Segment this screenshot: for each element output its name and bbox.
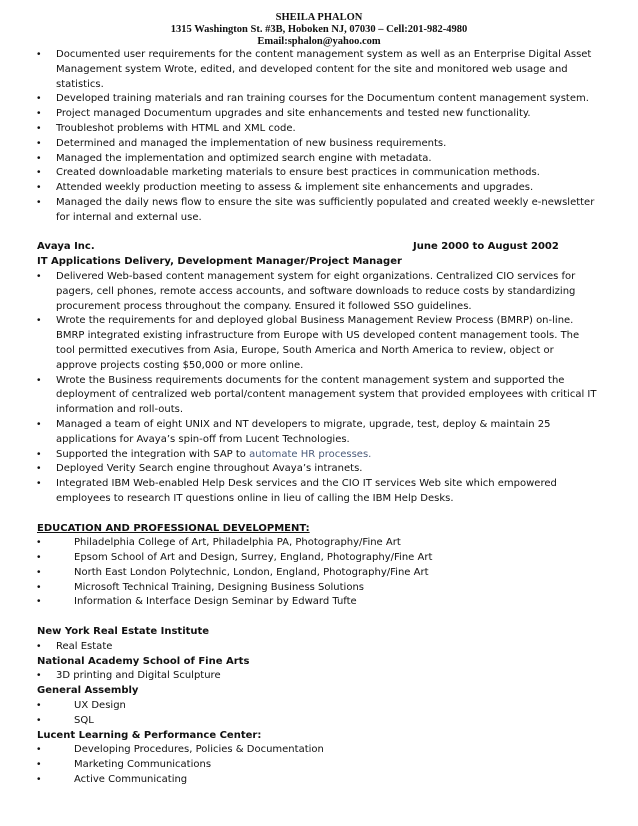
list-item: • Determined and managed the implementation of new business requirements. [37, 137, 597, 152]
list-item: • Managed the implementation and optimized search engine with metadata. [37, 152, 597, 167]
bullet-icon: • [37, 566, 41, 578]
spacer [37, 507, 597, 522]
list-item: • Philadelphia College of Art, Philadelphia PA, Photography/Fine Art [37, 536, 597, 551]
list-item: • SQL [37, 714, 597, 729]
list-item: • Documented user requirements for the content management system as well as an Enterprise Digital Asset Management system Wrote, edited, and developed content for the site and monitored web usage and statistics. [37, 49, 592, 90]
bullet-icon: • [37, 537, 41, 549]
list-item: • Deployed Verity Search engine throughout Avaya’s intranets. [37, 462, 597, 477]
spacer [37, 226, 597, 241]
bullet-icon: • [37, 581, 41, 593]
institution-list [37, 743, 597, 787]
institution-list [37, 669, 597, 684]
bullet-icon: • [37, 182, 41, 194]
list-item: • Wrote the Business requirements documents for the content management system and supported the deployment of centralized web portal/content management system that provided employees with critical IT information and roll-outs. [37, 374, 597, 416]
list-item: • Troubleshot problems with HTML and XML code. [37, 122, 597, 137]
bullet-icon: • [37, 640, 41, 652]
bullet-icon: • [37, 122, 41, 134]
bullet-icon: • [37, 167, 41, 179]
job-title: IT Applications Delivery, Development Manager/Project Manager [37, 256, 402, 268]
bullet-icon: • [37, 152, 41, 164]
list-item: • Marketing Communications [37, 758, 597, 773]
institution-list [37, 699, 597, 729]
bullet-icon: • [37, 552, 41, 564]
bullet-icon: • [37, 270, 41, 282]
resume-body [37, 48, 597, 788]
list-item: • Project managed Documentum upgrades and site enhancements and tested new functionality. [37, 107, 597, 122]
bullet-icon: • [37, 714, 41, 726]
institution-name: National Academy School of Fine Arts [37, 655, 250, 667]
contact-email: Email:sphalon@yahoo.com [257, 36, 381, 47]
spacer [37, 610, 597, 625]
institution-list [37, 640, 597, 655]
candidate-name: SHEILA PHALON [275, 12, 363, 23]
bullet-icon: • [37, 93, 41, 105]
list-item: • UX Design [37, 699, 597, 714]
bullet-icon: • [37, 196, 41, 208]
list-item: • Delivered Web-based content management system for eight organizations. Centralized CIO services for pagers, cell phones, remote access accounts, and software downloads to reduce costs by standardizing procurement process throughout the company. Ensured it followed SSO guidelines. [37, 270, 576, 312]
job-dates: June 2000 to August 2002 [413, 241, 559, 253]
prior-role-bullets [37, 48, 597, 226]
bullet-icon: • [37, 759, 41, 771]
list-item: • Real Estate [37, 640, 597, 655]
list-item: • Wrote the requirements for and deployed global Business Management Review Process (BMRP) on-line. BMRP integrated existing infrastructure from Europe with US developed content management tools. The tool permitted executives from Asia, Europe, South America and North America to review, object or approve projects costing $50,000 or more online. [37, 315, 580, 371]
list-item: • Active Communicating [37, 773, 597, 788]
list-item: • North East London Polytechnic, London, England, Photography/Fine Art [37, 566, 597, 581]
list-item: • Developed training materials and ran training courses for the Documentum content management system. [37, 92, 597, 107]
bullet-icon: • [37, 448, 41, 460]
bullet-icon: • [37, 670, 41, 682]
list-item: • Integrated IBM Web-enabled Help Desk services and the CIO IT services Web site which empowered employees to research IT questions online in lieu of calling the IBM Help Desks. [37, 478, 557, 504]
list-item: • Information & Interface Design Seminar by Edward Tufte [37, 595, 597, 610]
bullet-icon: • [37, 463, 41, 475]
bullet-icon: • [37, 478, 41, 490]
list-item: • Created downloadable marketing materials to ensure best practices in communication methods. [37, 166, 597, 181]
bullet-icon: • [37, 374, 41, 386]
list-item: • Attended weekly production meeting to assess & implement site enhancements and upgrades. [37, 181, 597, 196]
bullet-icon: • [37, 774, 41, 786]
company-name: Avaya Inc. [37, 241, 95, 253]
institution-name: Lucent Learning & Performance Center: [37, 729, 262, 741]
education-list [37, 536, 597, 610]
list-item: • Managed a team of eight UNIX and NT developers to migrate, upgrade, test, deploy & maintain 25 applications for Avaya’s spin-off from Lucent Technologies. [37, 418, 551, 445]
list-item: • Developing Procedures, Policies & Documentation [37, 743, 597, 758]
avaya-bullets [37, 270, 597, 507]
list-item: • 3D printing and Digital Sculpture [37, 669, 597, 684]
bullet-icon: • [37, 700, 41, 712]
bullet-icon: • [37, 49, 41, 60]
hr-processes-link[interactable]: automate HR processes. [249, 448, 372, 460]
contact-address: 1315 Washington St. #3B, Hoboken NJ, 07030 – Cell:201-982-4980 [170, 24, 468, 35]
list-item: • Supported the integration with SAP to automate HR processes. [37, 448, 597, 463]
list-item: • Microsoft Technical Training, Designing Business Solutions [37, 581, 597, 596]
bullet-icon: • [37, 108, 41, 120]
bullet-icon: • [37, 744, 41, 756]
list-item: • Epsom School of Art and Design, Surrey, England, Photography/Fine Art [37, 551, 597, 566]
education-heading: EDUCATION AND PROFESSIONAL DEVELOPMENT: [37, 522, 310, 534]
job-header [37, 240, 597, 255]
bullet-icon: • [37, 137, 41, 149]
bullet-icon: • [37, 418, 41, 430]
institution-name: New York Real Estate Institute [37, 626, 210, 638]
bullet-icon: • [37, 315, 41, 327]
bullet-icon: • [37, 596, 41, 608]
list-item: • Managed the daily news flow to ensure the site was sufficiently populated and created weekly e-newsletter for internal and external use. [37, 196, 595, 223]
institution-name: General Assembly [37, 685, 139, 697]
